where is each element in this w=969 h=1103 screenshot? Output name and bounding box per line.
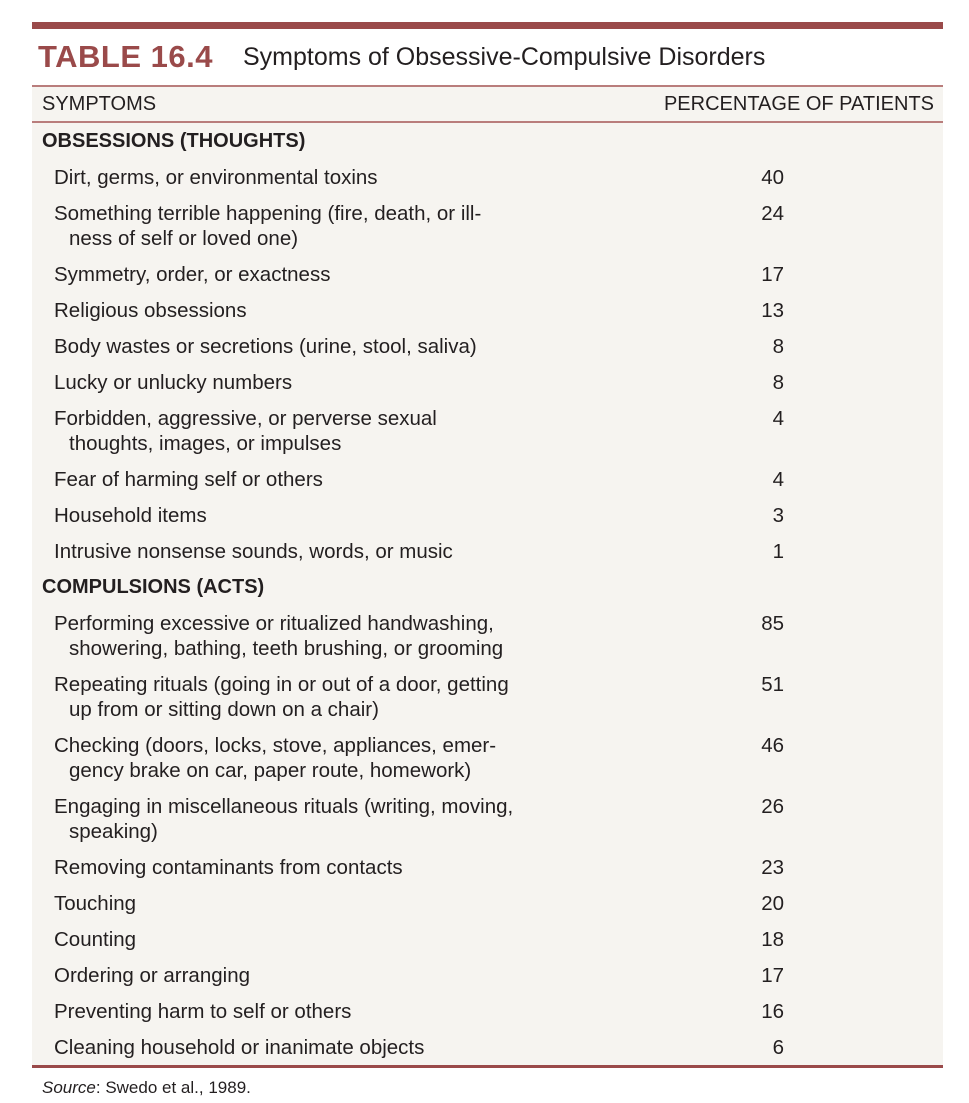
table-row: [32, 885, 943, 921]
table-row: [32, 461, 943, 497]
symptom-line-1: Repeating rituals (going in or out of a door, getting: [54, 673, 509, 696]
percentage-value: 46: [761, 734, 784, 757]
symptom-line-1: Fear of harming self or others: [54, 468, 323, 491]
table-caption: [32, 29, 943, 85]
symptom-label: [32, 855, 574, 880]
symptom-line-1: Performing excessive or ritualized handwashing,: [54, 612, 494, 635]
symptom-line-2: up from or sitting down on a chair): [69, 698, 379, 721]
percentage-value: 20: [761, 892, 784, 915]
percentage-value: 23: [761, 856, 784, 879]
percentage-value: 13: [761, 299, 784, 322]
table-row: [32, 666, 943, 727]
symptom-line-2: ness of self or loved one): [69, 227, 299, 250]
table-row: [32, 328, 943, 364]
table-row: [32, 292, 943, 328]
symptom-line-2: speaking): [69, 820, 158, 843]
percentage-value: 4: [772, 407, 784, 430]
symptom-label: [32, 794, 574, 844]
symptom-line-1: Religious obsessions: [54, 299, 247, 322]
symptom-label: [32, 262, 574, 287]
table-row: [32, 921, 943, 957]
table-row: [32, 1029, 943, 1065]
symptom-label: [32, 406, 574, 456]
percentage-value: 85: [761, 612, 784, 635]
symptom-line-1: Checking (doors, locks, stove, appliances, emer-: [54, 734, 497, 757]
symptom-label: [32, 733, 574, 783]
source-text: : Swedo et al., 1989.: [95, 1078, 251, 1097]
symptom-line-1: Ordering or arranging: [54, 964, 250, 987]
symptom-line-1: Touching: [54, 892, 137, 915]
percentage-value: 17: [761, 964, 784, 987]
symptom-line-1: Body wastes or secretions (urine, stool, saliva): [54, 335, 477, 358]
table-row: [32, 256, 943, 292]
percentage-value: 8: [772, 335, 784, 358]
table-row: [32, 727, 943, 788]
table-row: [32, 497, 943, 533]
symptom-line-1: Engaging in miscellaneous rituals (writing, moving,: [54, 795, 514, 818]
section-heading: OBSESSIONS (THOUGHTS): [42, 129, 306, 152]
symptom-label: [32, 298, 574, 323]
percentage-value: 3: [772, 504, 784, 527]
symptom-label: [32, 201, 574, 251]
symptom-line-1: Household items: [54, 504, 207, 527]
table-row: [32, 400, 943, 461]
column-headers: [32, 87, 943, 121]
symptom-label: [32, 927, 574, 952]
symptom-line-1: Counting: [54, 928, 137, 951]
table-row: [32, 533, 943, 569]
percentage-value: 16: [761, 1000, 784, 1023]
percentage-value: 51: [761, 673, 784, 696]
table-body: [32, 87, 943, 1068]
table-row: [32, 364, 943, 400]
percentage-value: 8: [772, 371, 784, 394]
source-note: [32, 1068, 943, 1098]
symptom-line-1: Symmetry, order, or exactness: [54, 263, 331, 286]
section-heading: COMPULSIONS (ACTS): [42, 575, 265, 598]
symptom-line-1: Dirt, germs, or environmental toxins: [54, 166, 378, 189]
table-number: TABLE 16.4: [38, 39, 213, 74]
table-row: [32, 957, 943, 993]
percentage-value: 1: [772, 540, 784, 563]
column-header-symptoms: SYMPTOMS: [42, 92, 157, 115]
symptom-line-2: gency brake on car, paper route, homework): [69, 759, 472, 782]
symptom-line-2: thoughts, images, or impulses: [69, 432, 342, 455]
symptom-label: [32, 165, 574, 190]
symptom-label: [32, 539, 574, 564]
table-title: Symptoms of Obsessive-Compulsive Disorders: [242, 42, 766, 71]
column-header-percentage: PERCENTAGE OF PATIENTS: [663, 92, 934, 115]
percentage-value: 40: [761, 166, 784, 189]
source-label: Source: [42, 1078, 96, 1097]
symptom-label: [32, 611, 574, 661]
table-row: [32, 159, 943, 195]
symptom-label: [32, 999, 574, 1024]
percentage-value: 6: [772, 1036, 784, 1059]
symptom-line-1: Cleaning household or inanimate objects: [54, 1036, 425, 1059]
symptom-label: [32, 963, 574, 988]
symptom-label: [32, 370, 574, 395]
table-row: [32, 605, 943, 666]
percentage-value: 18: [761, 928, 784, 951]
symptom-label: [32, 1035, 574, 1060]
symptom-label: [32, 672, 574, 722]
table-figure: [32, 22, 943, 1098]
table-row: [32, 849, 943, 885]
percentage-value: 24: [761, 202, 784, 225]
symptom-line-2: showering, bathing, teeth brushing, or grooming: [69, 637, 504, 660]
percentage-value: 17: [761, 263, 784, 286]
symptom-line-1: Something terrible happening (fire, death, or ill-: [54, 202, 482, 225]
symptom-line-1: Removing contaminants from contacts: [54, 856, 403, 879]
percentage-value: 26: [761, 795, 784, 818]
table-row: [32, 993, 943, 1029]
symptom-label: [32, 891, 574, 916]
top-bar: [32, 22, 943, 29]
symptom-label: [32, 334, 574, 359]
table-row: [32, 788, 943, 849]
symptom-line-1: Preventing harm to self or others: [54, 1000, 352, 1023]
symptom-label: [32, 503, 574, 528]
symptom-label: [32, 467, 574, 492]
symptom-line-1: Forbidden, aggressive, or perverse sexual: [54, 407, 437, 430]
percentage-value: 4: [772, 468, 784, 491]
symptom-line-1: Lucky or unlucky numbers: [54, 371, 293, 394]
table-row: [32, 195, 943, 256]
symptom-line-1: Intrusive nonsense sounds, words, or music: [54, 540, 453, 563]
